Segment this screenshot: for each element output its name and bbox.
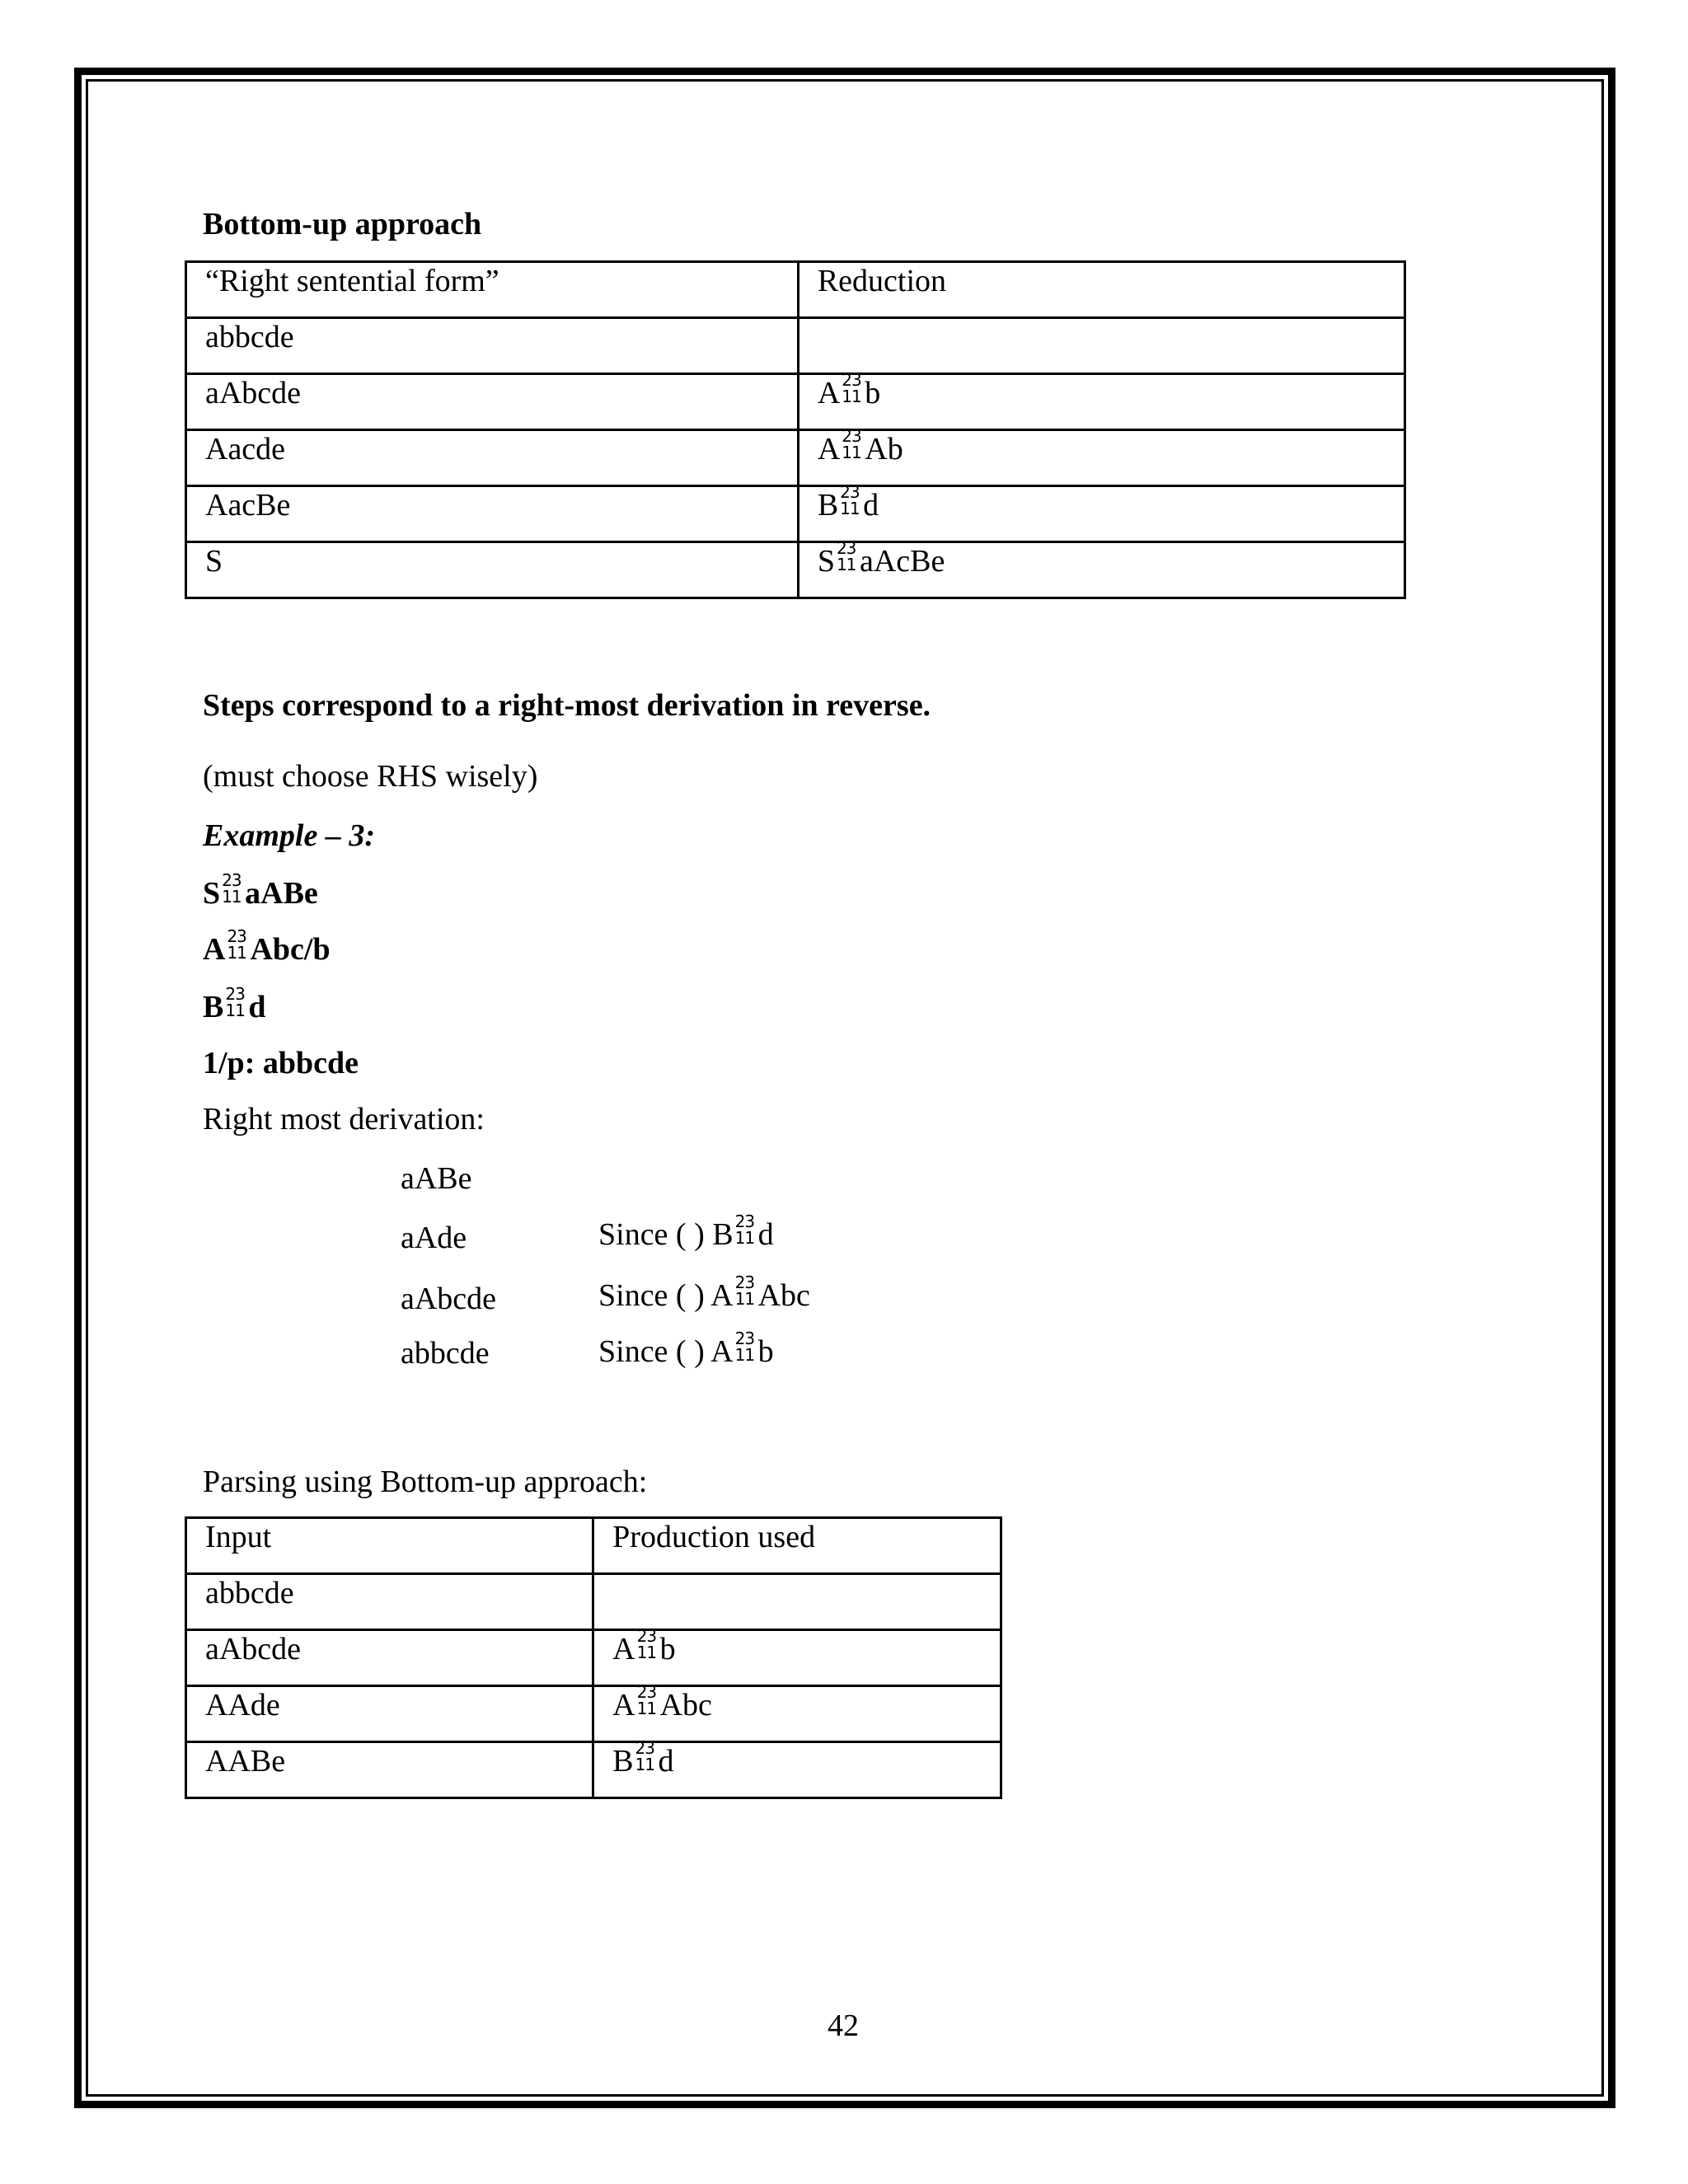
table-header-cell: Reduction bbox=[798, 262, 1404, 318]
table-cell-production bbox=[593, 1574, 1001, 1630]
table-header-cell: Input bbox=[186, 1518, 593, 1574]
production-rhs: b bbox=[659, 1632, 676, 1666]
table-row bbox=[186, 1574, 1001, 1630]
table-cell-form: aAbcde bbox=[186, 374, 799, 430]
page-number: 42 bbox=[828, 2008, 859, 2043]
table-cell-input: AAde bbox=[186, 1686, 593, 1742]
derives-arrow-symbol: 23 11 bbox=[734, 1329, 755, 1365]
table-row bbox=[186, 1630, 1001, 1686]
example-title: Example – 3: bbox=[203, 818, 375, 853]
rmd-heading: Right most derivation: bbox=[203, 1102, 485, 1137]
table-cell-input: abbcde bbox=[186, 1574, 593, 1630]
derivation-form: aAde bbox=[401, 1221, 467, 1255]
derivation-form: abbcde bbox=[401, 1336, 490, 1371]
table-cell-input: aAbcde bbox=[186, 1630, 593, 1686]
production-lhs: A bbox=[817, 376, 841, 410]
production-rhs: aAcBe bbox=[859, 544, 945, 579]
production-rhs: d bbox=[863, 488, 879, 523]
table-row bbox=[186, 430, 1405, 486]
table-header-row bbox=[186, 262, 1405, 318]
production-lhs: A bbox=[817, 432, 841, 466]
derivation-reason: Since ( ) A 23 11 b bbox=[598, 1329, 774, 1369]
derives-arrow-symbol: 23 11 bbox=[225, 984, 245, 1020]
production-lhs: B bbox=[203, 990, 224, 1024]
derivation-form: aABe bbox=[401, 1161, 472, 1196]
parsing-table bbox=[185, 1516, 1002, 1799]
production-lhs: B bbox=[712, 1217, 734, 1252]
table-cell-production bbox=[593, 1682, 1001, 1742]
production-rhs: Abc bbox=[659, 1688, 712, 1722]
input-line: 1/p: abbcde bbox=[203, 1046, 359, 1080]
table-cell-reduction bbox=[798, 538, 1404, 598]
table-row bbox=[186, 1742, 1001, 1798]
derives-arrow-symbol: 23 11 bbox=[840, 482, 860, 518]
production-rhs: Abc/b bbox=[250, 932, 331, 967]
reduction-table bbox=[185, 260, 1406, 599]
grammar-rule bbox=[203, 984, 266, 1025]
table-cell-form: Aacde bbox=[186, 430, 799, 486]
production-rhs: aABe bbox=[245, 876, 318, 911]
table-cell-production bbox=[593, 1626, 1001, 1686]
production-rhs: d bbox=[757, 1217, 774, 1252]
grammar-rule bbox=[203, 926, 331, 968]
steps-heading: Steps correspond to a right-most derivation in reverse. bbox=[203, 688, 931, 723]
production-lhs: S bbox=[817, 544, 835, 579]
derives-arrow-symbol: 23 11 bbox=[842, 426, 861, 462]
derives-arrow-symbol: 23 11 bbox=[836, 538, 856, 574]
table-cell-reduction bbox=[798, 482, 1404, 542]
table-cell-reduction bbox=[798, 426, 1404, 486]
derivation-reason: Since ( ) B 23 11 d bbox=[598, 1212, 774, 1252]
table-cell-form: S bbox=[186, 542, 799, 598]
table-cell-input: AABe bbox=[186, 1742, 593, 1798]
table-row bbox=[186, 486, 1405, 542]
table-header-cell: “Right sentential form” bbox=[186, 262, 799, 318]
table-cell-reduction bbox=[798, 370, 1404, 430]
production-lhs: B bbox=[817, 488, 839, 523]
derivation-reason: Since ( ) A 23 11 Abc bbox=[598, 1272, 810, 1313]
production-rhs: d bbox=[248, 990, 266, 1024]
production-lhs: A bbox=[612, 1632, 635, 1666]
table-header-cell: Production used bbox=[593, 1518, 1001, 1574]
derives-arrow-symbol: 23 11 bbox=[842, 370, 861, 406]
production-lhs: B bbox=[612, 1744, 634, 1779]
production-lhs: A bbox=[203, 932, 226, 967]
production-rhs: b bbox=[757, 1334, 774, 1369]
table-row bbox=[186, 542, 1405, 598]
production-lhs: A bbox=[710, 1334, 734, 1369]
derivation-form: aAbcde bbox=[401, 1282, 497, 1316]
production-lhs: A bbox=[612, 1688, 635, 1722]
production-rhs: d bbox=[658, 1744, 674, 1779]
parsing-heading: Parsing using Bottom-up approach: bbox=[203, 1465, 648, 1499]
production-rhs: Ab bbox=[865, 432, 903, 466]
table-cell-form: abbcde bbox=[186, 318, 799, 374]
derives-arrow-symbol: 23 11 bbox=[635, 1738, 654, 1774]
section-title: Bottom-up approach bbox=[203, 207, 482, 241]
table-row bbox=[186, 374, 1405, 430]
note-text: (must choose RHS wisely) bbox=[203, 759, 538, 794]
table-row bbox=[186, 1686, 1001, 1742]
derives-arrow-symbol: 23 11 bbox=[222, 870, 241, 907]
production-rhs: Abc bbox=[757, 1278, 810, 1313]
production-rhs: b bbox=[865, 376, 881, 410]
derives-arrow-symbol: 23 11 bbox=[227, 926, 246, 963]
derives-arrow-symbol: 23 11 bbox=[734, 1272, 755, 1309]
table-cell-form: AacBe bbox=[186, 486, 799, 542]
table-header-row bbox=[186, 1518, 1001, 1574]
table-row bbox=[186, 318, 1405, 374]
derives-arrow-symbol: 23 11 bbox=[734, 1212, 755, 1248]
table-cell-reduction bbox=[798, 318, 1404, 374]
production-lhs: S bbox=[203, 876, 221, 911]
table-cell-production bbox=[593, 1738, 1001, 1798]
grammar-rule bbox=[203, 870, 318, 912]
derives-arrow-symbol: 23 11 bbox=[636, 1682, 657, 1718]
production-lhs: A bbox=[710, 1278, 734, 1313]
derives-arrow-symbol: 23 11 bbox=[636, 1626, 657, 1662]
